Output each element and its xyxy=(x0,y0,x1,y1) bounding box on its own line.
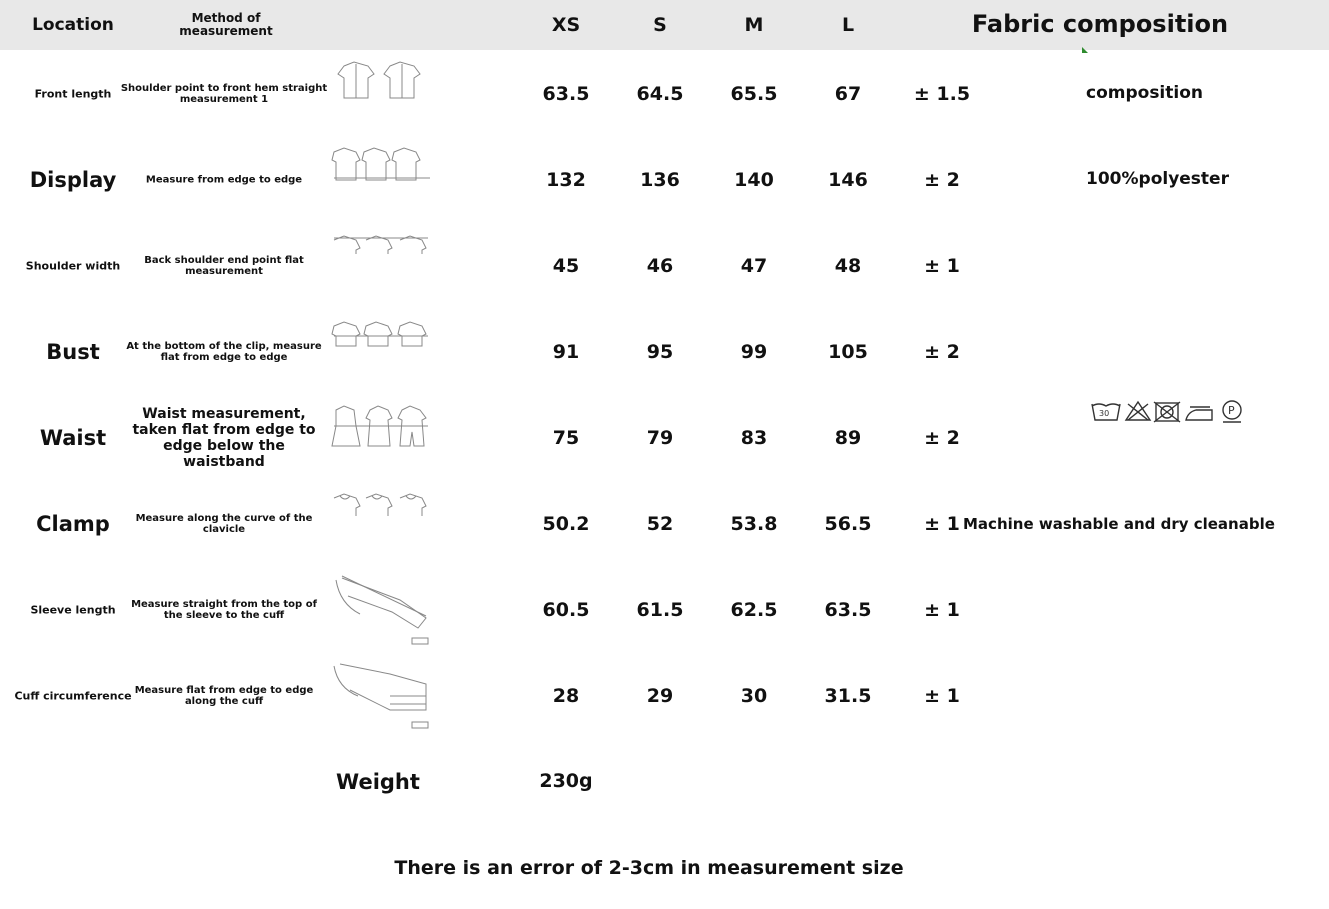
header-fabric-composition: Fabric composition xyxy=(971,10,1229,38)
tolerance: ± 1 xyxy=(924,255,960,277)
bust-sketch-icon xyxy=(330,316,434,388)
table-header xyxy=(0,0,1329,50)
tolerance: ± 1.5 xyxy=(913,83,971,105)
dry-clean-p-icon xyxy=(1223,401,1241,422)
front-length-sketch-icon xyxy=(330,58,434,130)
no-tumble-dry-icon xyxy=(1154,402,1180,422)
value-l: 67 xyxy=(834,83,862,105)
header-size-l: L xyxy=(841,14,855,36)
value-xs: 63.5 xyxy=(542,83,590,105)
value-m: 99 xyxy=(740,341,768,363)
value-l: 31.5 xyxy=(824,685,872,707)
wash-30-icon xyxy=(1092,404,1120,420)
value-s: 136 xyxy=(640,169,680,191)
table-row xyxy=(0,223,1329,309)
table-row xyxy=(0,567,1329,653)
svg-text:30: 30 xyxy=(1099,409,1110,418)
no-bleach-icon xyxy=(1126,402,1150,420)
value-l: 146 xyxy=(828,169,868,191)
row-method: Measure along the curve of the clavicle xyxy=(135,513,313,535)
tolerance: ± 2 xyxy=(924,427,960,449)
row-method: At the bottom of the clip, measure flat from edge to edge xyxy=(126,341,322,363)
weight-label: Weight xyxy=(336,770,420,794)
row-location: Waist xyxy=(39,426,107,450)
tolerance: ± 2 xyxy=(924,169,960,191)
tolerance: ± 2 xyxy=(924,341,960,363)
row-location: Display xyxy=(29,168,117,192)
value-xs: 50.2 xyxy=(542,513,590,535)
value-l: 105 xyxy=(828,341,868,363)
value-l: 56.5 xyxy=(824,513,872,535)
svg-text:P: P xyxy=(1228,404,1235,417)
row-method: Measure from edge to edge xyxy=(145,174,303,186)
value-m: 53.8 xyxy=(730,513,778,535)
fabric-composition-value: 100%polyester xyxy=(1086,169,1229,189)
sleeve-length-sketch-icon xyxy=(330,574,434,646)
value-l: 63.5 xyxy=(824,599,872,621)
value-m: 30 xyxy=(740,685,768,707)
waist-sketch-icon xyxy=(330,402,434,474)
hem-width-sketch-icon xyxy=(330,144,434,216)
value-xs: 60.5 xyxy=(542,599,590,621)
shoulder-width-sketch-icon xyxy=(330,230,434,302)
header-method: Method of measurement xyxy=(179,11,273,38)
row-method: Measure flat from edge to edge along the cuff xyxy=(134,685,314,707)
weight-value: 230g xyxy=(539,770,593,792)
row-method: Waist measurement, taken flat from edge to edge below the waistband xyxy=(132,406,316,470)
header-size-s: S xyxy=(653,14,667,36)
value-s: 64.5 xyxy=(636,83,684,105)
row-location: Bust xyxy=(46,340,100,364)
value-s: 46 xyxy=(646,255,674,277)
value-xs: 45 xyxy=(552,255,580,277)
row-method: Shoulder point to front hem straight measurement 1 xyxy=(120,83,328,105)
value-s: 29 xyxy=(646,685,674,707)
value-m: 83 xyxy=(740,427,768,449)
value-s: 79 xyxy=(646,427,674,449)
row-location: Sleeve length xyxy=(30,603,116,617)
collar-sketch-icon xyxy=(330,488,434,560)
tolerance: ± 1 xyxy=(924,513,960,535)
table-row xyxy=(0,653,1329,739)
value-s: 95 xyxy=(646,341,674,363)
value-s: 52 xyxy=(646,513,674,535)
measurement-error-note: There is an error of 2-3cm in measurement size xyxy=(394,857,904,879)
value-m: 140 xyxy=(734,169,774,191)
header-size-m: M xyxy=(744,14,764,36)
care-symbols xyxy=(1090,398,1250,424)
value-m: 62.5 xyxy=(730,599,778,621)
care-instructions-text: Machine washable and dry cleanable xyxy=(963,515,1275,533)
value-l: 48 xyxy=(834,255,862,277)
header-location: Location xyxy=(32,15,114,35)
row-method: Back shoulder end point flat measurement xyxy=(144,255,304,277)
value-xs: 91 xyxy=(552,341,580,363)
row-location: Cuff circumference xyxy=(14,689,132,703)
cuff-sketch-icon xyxy=(330,660,434,732)
value-m: 65.5 xyxy=(730,83,778,105)
row-method: Measure straight from the top of the sleeve to the cuff xyxy=(131,599,317,621)
value-m: 47 xyxy=(740,255,768,277)
header-size-xs: XS xyxy=(551,14,581,36)
row-location: Clamp xyxy=(36,512,110,536)
value-xs: 132 xyxy=(546,169,586,191)
value-l: 89 xyxy=(834,427,862,449)
tolerance: ± 1 xyxy=(924,599,960,621)
iron-low-icon xyxy=(1186,407,1212,420)
value-s: 61.5 xyxy=(636,599,684,621)
row-location: Shoulder width xyxy=(25,259,121,273)
tolerance: ± 1 xyxy=(924,685,960,707)
row-location: Front length xyxy=(34,87,112,101)
value-xs: 28 xyxy=(552,685,580,707)
fabric-composition-label: composition xyxy=(1086,83,1203,103)
table-row xyxy=(0,309,1329,395)
value-xs: 75 xyxy=(552,427,580,449)
